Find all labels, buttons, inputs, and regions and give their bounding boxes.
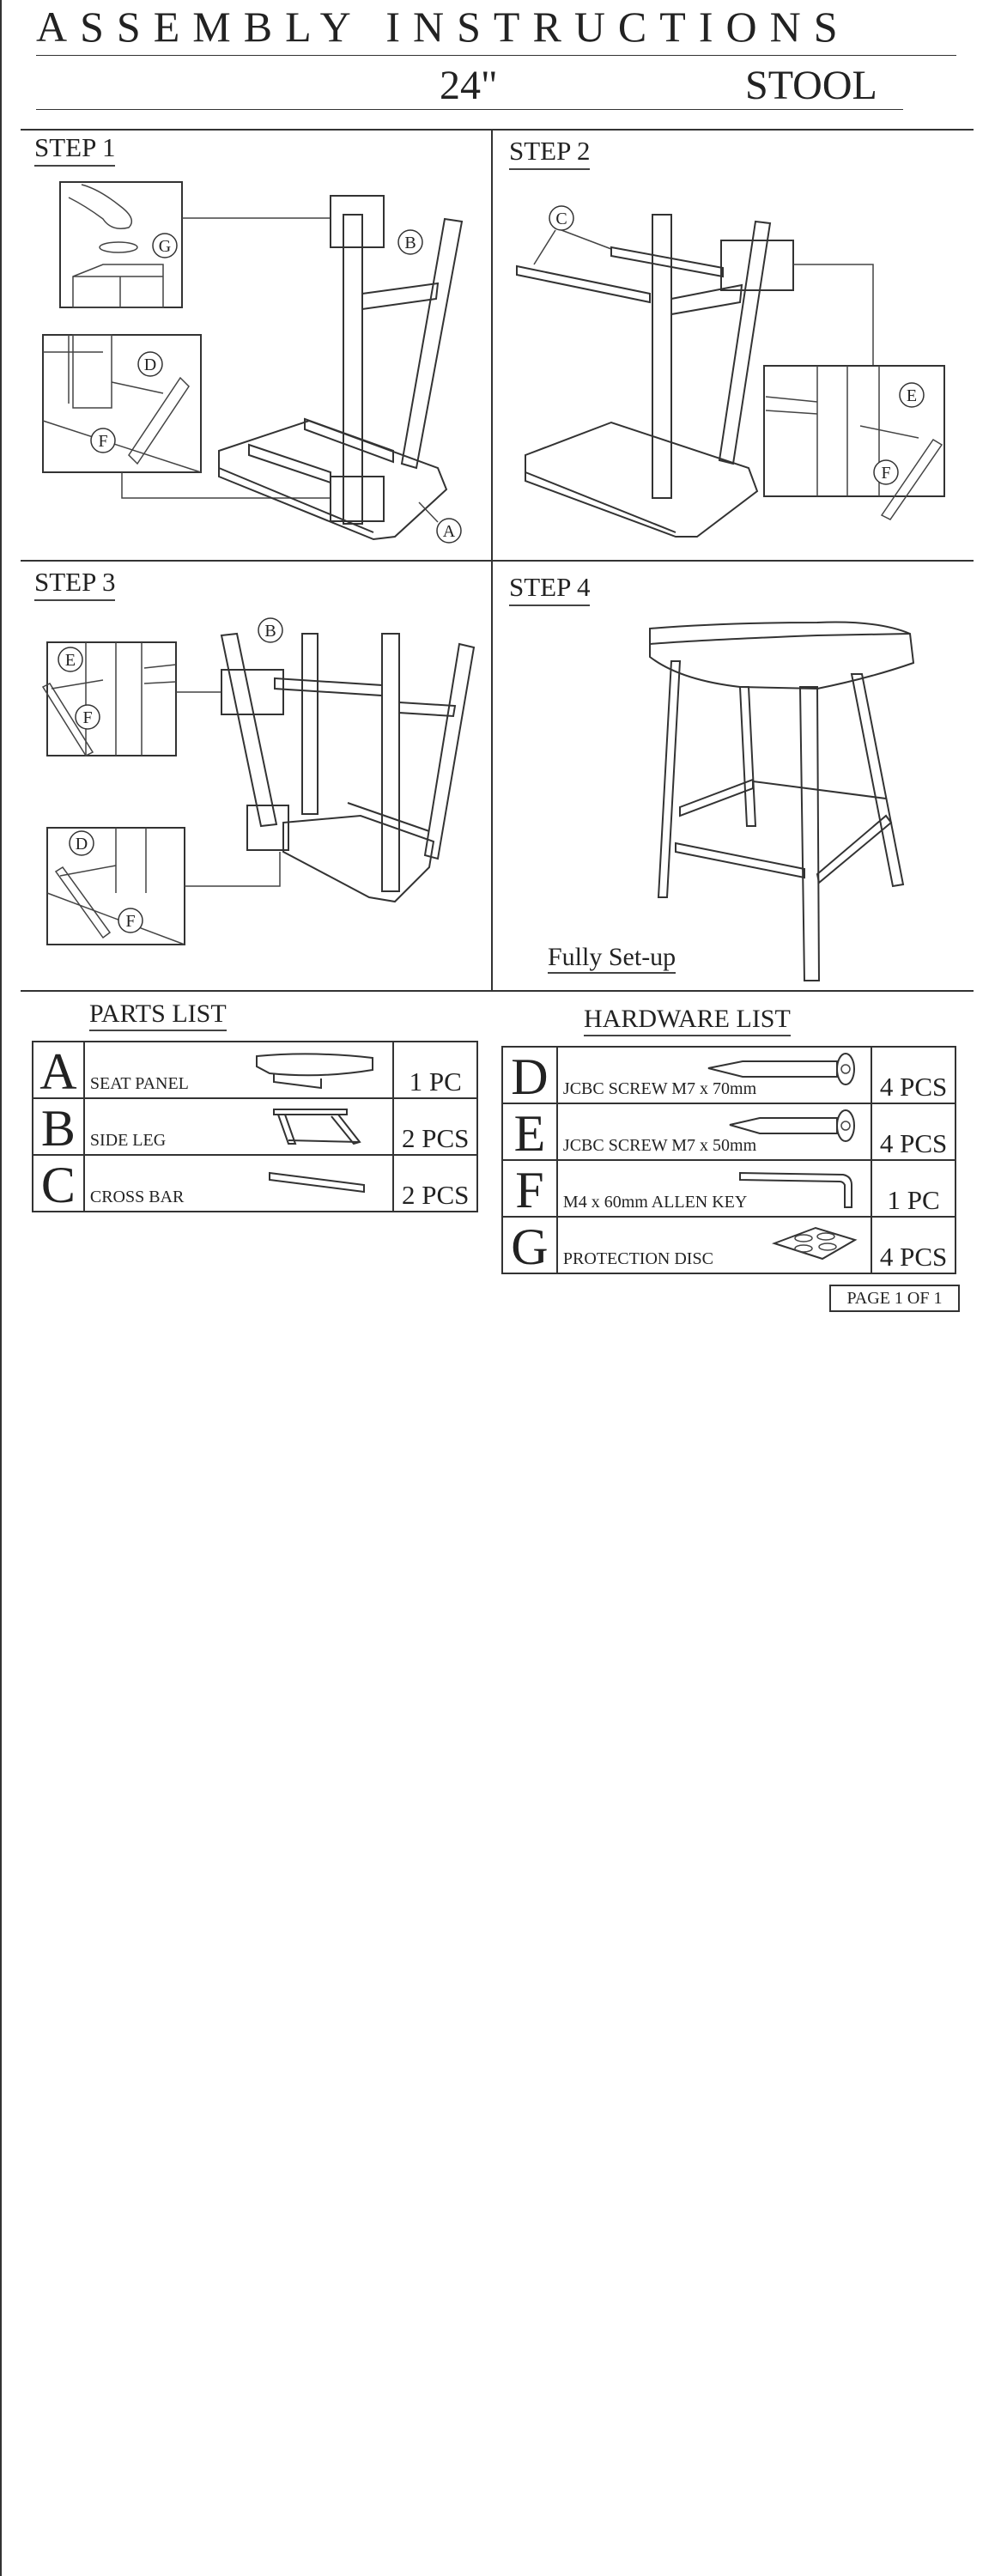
hardware-name-cell bbox=[557, 1217, 871, 1273]
svg-text:F: F bbox=[98, 432, 108, 451]
hardware-name-cell bbox=[557, 1047, 871, 1103]
long-screw-icon bbox=[708, 1053, 863, 1087]
page-title: ASSEMBLY INSTRUCTIONS bbox=[36, 3, 851, 51]
hardware-row-f bbox=[502, 1160, 956, 1217]
hardware-qty: 4 PCS bbox=[871, 1047, 956, 1103]
hardware-letter: F bbox=[502, 1160, 557, 1217]
svg-text:F: F bbox=[125, 912, 136, 931]
hardware-name: JCBC SCREW M7 x 70mm bbox=[562, 1079, 757, 1098]
cross-bar-icon bbox=[265, 1166, 377, 1200]
part-name-cell bbox=[84, 1155, 394, 1212]
svg-text:A: A bbox=[442, 522, 456, 541]
part-qty: 2 PCS bbox=[393, 1098, 477, 1155]
svg-text:D: D bbox=[75, 835, 88, 854]
short-screw-icon bbox=[730, 1109, 858, 1144]
product-size: 24" bbox=[440, 63, 498, 108]
svg-text:D: D bbox=[143, 355, 157, 374]
part-name: CROSS BAR bbox=[89, 1188, 185, 1206]
hardware-letter: E bbox=[502, 1103, 557, 1160]
allen-key-icon bbox=[738, 1168, 858, 1211]
grid-bottom-divider bbox=[21, 990, 974, 992]
part-letter: C bbox=[33, 1155, 84, 1212]
title-underline bbox=[36, 55, 956, 56]
step-3-diagram bbox=[34, 610, 489, 987]
step-1-label: STEP 1 bbox=[34, 132, 115, 167]
header-divider bbox=[21, 129, 974, 131]
part-name-cell bbox=[84, 1098, 394, 1155]
product-name: STOOL bbox=[745, 63, 877, 108]
page-number: PAGE 1 OF 1 bbox=[829, 1285, 960, 1312]
subtitle-underline bbox=[36, 109, 903, 110]
side-leg-icon bbox=[270, 1106, 373, 1149]
hardware-row-e bbox=[502, 1103, 956, 1160]
part-name-cell bbox=[84, 1042, 394, 1098]
step-4-label: STEP 4 bbox=[509, 572, 590, 606]
step-1-diagram bbox=[34, 172, 481, 550]
step-3-label: STEP 3 bbox=[34, 567, 115, 601]
part-name: SEAT PANEL bbox=[89, 1074, 189, 1093]
part-qty: 1 PC bbox=[393, 1042, 477, 1098]
svg-text:B: B bbox=[264, 622, 276, 641]
hardware-list-table bbox=[501, 1046, 956, 1274]
hardware-name: JCBC SCREW M7 x 50mm bbox=[562, 1136, 757, 1155]
hardware-letter: D bbox=[502, 1047, 557, 1103]
step-2-diagram bbox=[508, 172, 963, 550]
hardware-letter: G bbox=[502, 1217, 557, 1273]
svg-text:E: E bbox=[64, 651, 76, 670]
hardware-list-heading: HARDWARE LIST bbox=[584, 1005, 791, 1036]
seat-panel-icon bbox=[252, 1049, 381, 1092]
step-2-label: STEP 2 bbox=[509, 136, 590, 170]
hardware-row-d bbox=[502, 1047, 956, 1103]
step-4-diagram bbox=[508, 610, 963, 987]
svg-text:C: C bbox=[555, 210, 567, 228]
hardware-qty: 4 PCS bbox=[871, 1217, 956, 1273]
parts-row-a bbox=[33, 1042, 477, 1098]
part-name: SIDE LEG bbox=[89, 1131, 167, 1150]
parts-list-heading: PARTS LIST bbox=[89, 999, 227, 1031]
frame-right bbox=[0, 1288, 2, 2576]
svg-text:G: G bbox=[158, 237, 172, 256]
fully-set-up-caption: Fully Set-up bbox=[548, 943, 676, 974]
hardware-name-cell bbox=[557, 1103, 871, 1160]
frame-left bbox=[0, 0, 2, 1288]
parts-row-c bbox=[33, 1155, 477, 1212]
hardware-row-g bbox=[502, 1217, 956, 1273]
hardware-name: PROTECTION DISC bbox=[562, 1249, 713, 1268]
hardware-qty: 1 PC bbox=[871, 1160, 956, 1217]
hardware-qty: 4 PCS bbox=[871, 1103, 956, 1160]
parts-row-b bbox=[33, 1098, 477, 1155]
part-qty: 2 PCS bbox=[393, 1155, 477, 1212]
part-letter: A bbox=[33, 1042, 84, 1098]
grid-middle-divider bbox=[21, 560, 974, 562]
parts-list-table bbox=[32, 1041, 478, 1212]
svg-text:E: E bbox=[906, 386, 918, 405]
svg-text:F: F bbox=[82, 708, 93, 727]
part-letter: B bbox=[33, 1098, 84, 1155]
hardware-name-cell bbox=[557, 1160, 871, 1217]
hardware-name: M4 x 60mm ALLEN KEY bbox=[562, 1193, 748, 1212]
svg-text:B: B bbox=[404, 234, 416, 252]
protection-disc-icon bbox=[773, 1224, 867, 1267]
svg-text:F: F bbox=[881, 464, 891, 483]
